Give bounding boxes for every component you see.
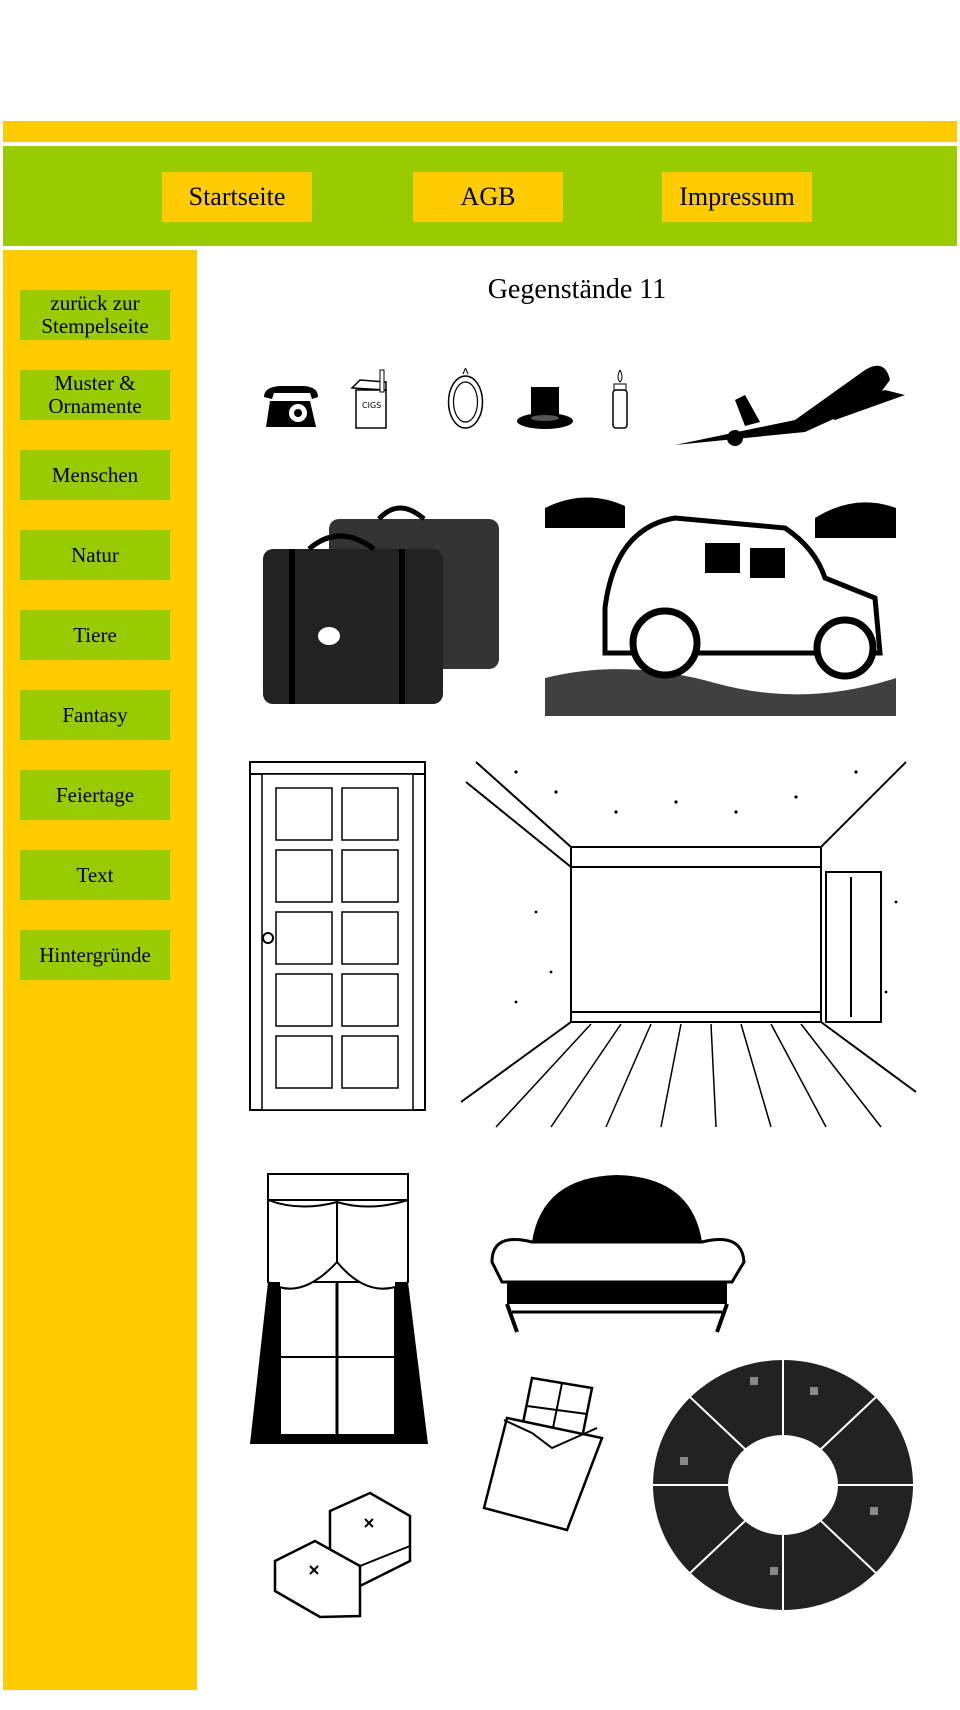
svg-text:CIGS: CIGS [362, 401, 382, 410]
vintage-car-stamp[interactable] [545, 488, 896, 716]
airplane-stamp[interactable] [675, 360, 915, 450]
sidebar-item-feiertage[interactable]: Feiertage [20, 770, 170, 820]
sidebar-item-menschen[interactable]: Menschen [20, 450, 170, 500]
sidebar-item-text[interactable]: Text [20, 850, 170, 900]
top-accent-bar [3, 121, 957, 142]
telephone-stamp[interactable] [260, 383, 322, 430]
cigarette-pack-stamp[interactable] [350, 368, 390, 430]
door-stamp[interactable] [248, 760, 427, 1112]
folded-towels-stamp[interactable] [270, 1491, 420, 1619]
nav-agb[interactable]: AGB [413, 172, 563, 222]
suitcases-stamp[interactable] [259, 501, 504, 706]
top-navigation [3, 146, 957, 246]
page-title: Gegenstände 11 [487, 274, 667, 305]
sofa-stamp[interactable] [482, 1172, 752, 1339]
sidebar-item-natur[interactable]: Natur [20, 530, 170, 580]
sidebar-item-tiere[interactable]: Tiere [20, 610, 170, 660]
sidebar [3, 250, 197, 1690]
empty-room-stamp[interactable] [456, 752, 918, 1131]
lighter-stamp[interactable] [610, 368, 630, 430]
nav-impressum[interactable]: Impressum [662, 172, 812, 222]
circular-city-stamp[interactable] [650, 1357, 916, 1613]
nav-startseite[interactable]: Startseite [162, 172, 312, 222]
chocolate-bar-stamp[interactable] [482, 1368, 608, 1532]
sidebar-item-muster-ornamente[interactable]: Muster & Ornamente [20, 370, 170, 420]
top-hat-stamp[interactable] [515, 385, 575, 430]
sidebar-item-stempelseite[interactable]: zurück zur Stempelseite [20, 290, 170, 340]
sidebar-item-hintergruende[interactable]: Hintergründe [20, 930, 170, 980]
oval-frame-stamp[interactable] [446, 368, 485, 430]
sidebar-item-fantasy[interactable]: Fantasy [20, 690, 170, 740]
curtained-window-stamp[interactable] [240, 1172, 434, 1448]
